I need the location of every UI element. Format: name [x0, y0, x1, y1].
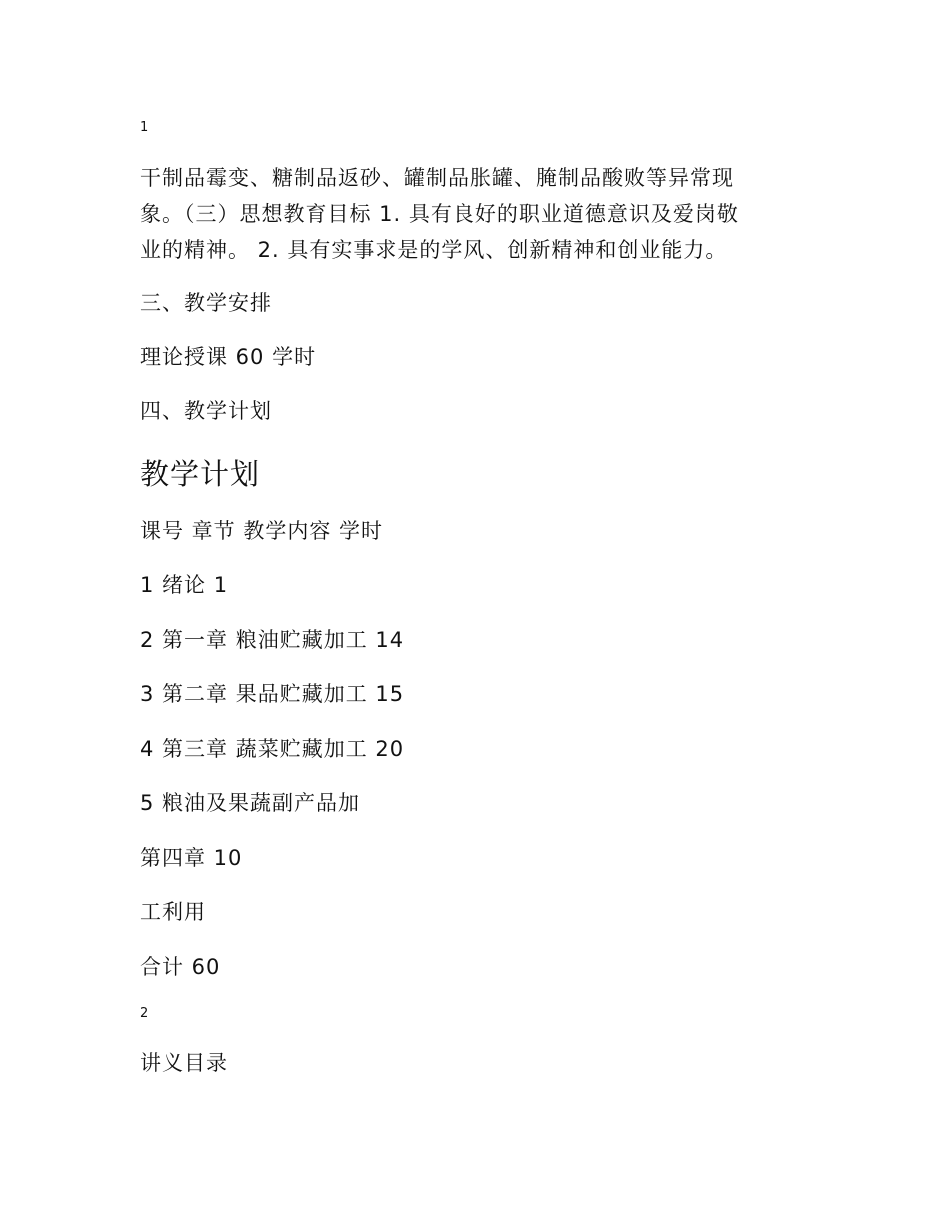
table-row: 3 第二章 果品贮藏加工 15 — [140, 682, 405, 706]
page-number: 1 — [140, 120, 149, 135]
paragraph-line: 业的精神。 2. 具有实事求是的学风、创新精神和创业能力。 — [140, 238, 728, 262]
table-row: 5 粮油及果蔬副产品加 — [140, 791, 361, 815]
section-heading: 四、教学计划 — [140, 399, 272, 423]
table-header: 课号 章节 教学内容 学时 — [140, 519, 384, 543]
page-number: 2 — [140, 1006, 149, 1021]
table-row: 合计 60 — [140, 955, 221, 979]
hours-line: 理论授课 60 学时 — [140, 345, 317, 369]
outline-heading: 讲义目录 — [140, 1051, 228, 1075]
paragraph-line: 干制品霉变、糖制品返砂、罐制品胀罐、腌制品酸败等异常现 — [140, 166, 734, 190]
section-heading: 三、教学安排 — [140, 291, 272, 315]
table-row: 第四章 10 — [140, 846, 243, 870]
table-row: 4 第三章 蔬菜贮藏加工 20 — [140, 737, 405, 761]
intro-paragraph — [140, 160, 820, 268]
plan-title: 教学计划 — [140, 457, 261, 491]
table-row: 2 第一章 粮油贮藏加工 14 — [140, 628, 405, 652]
table-row: 1 绪论 1 — [140, 573, 229, 597]
paragraph-line: 象。（三）思想教育目标 1. 具有良好的职业道德意识及爱岗敬 — [140, 202, 739, 226]
table-row: 工利用 — [140, 900, 206, 924]
